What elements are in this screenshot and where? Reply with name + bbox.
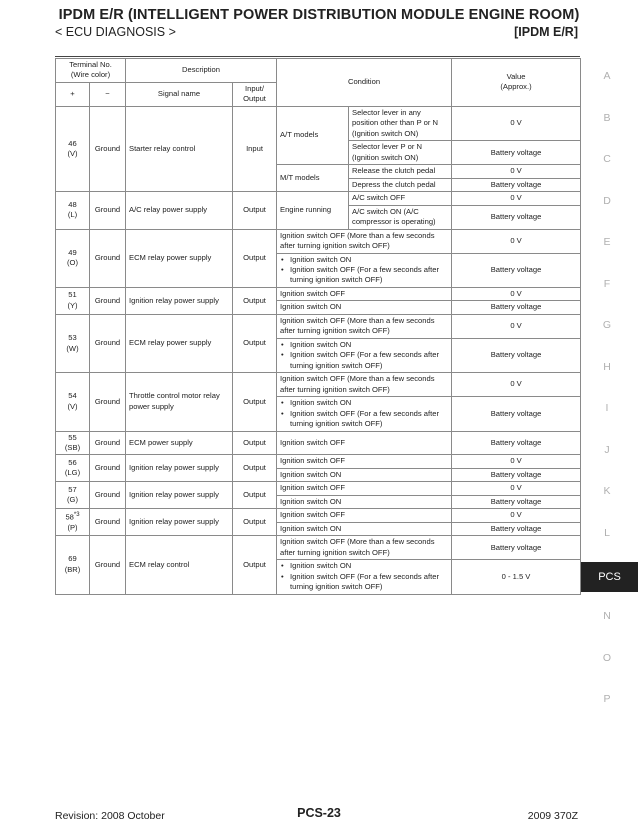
io-cell: Output [233, 455, 277, 482]
condition-group-cell: Engine running [277, 192, 349, 229]
condition-bullets [280, 340, 448, 371]
value-cell: Battery voltage [452, 431, 581, 455]
signal-name-cell: Ignition relay power supply [126, 287, 233, 314]
terminal-number: 58 [65, 512, 74, 522]
header-condition: Condition [277, 59, 452, 107]
header-minus: − [90, 82, 126, 106]
value-cell: Battery voltage [452, 178, 581, 191]
value-cell: Battery voltage [452, 495, 581, 508]
footer-model: 2009 370Z [527, 810, 578, 822]
condition-bullet: • Ignition switch ON [290, 398, 448, 408]
header-wire-color: (Wire color) [70, 70, 111, 80]
condition-bullet: • Ignition switch OFF (For a few seconds after turning ignition switch OFF) [290, 572, 448, 593]
condition-bullet: • Ignition switch OFF (For a few seconds after turning ignition switch OFF) [290, 350, 448, 371]
condition-group-cell: M/T models [277, 165, 349, 192]
side-index-j[interactable]: J [604, 444, 610, 456]
side-index-h[interactable]: H [603, 361, 611, 373]
condition-bullet: • Ignition switch ON [290, 340, 448, 350]
wire-color: (Y) [67, 300, 78, 310]
value-cell: 0 V [452, 482, 581, 495]
side-index-a[interactable]: A [603, 70, 611, 82]
value-cell: Battery voltage [452, 205, 581, 229]
condition-bullets [280, 398, 448, 429]
side-index-p[interactable]: P [603, 693, 611, 705]
signal-name-cell: Throttle control motor relay power supply [126, 373, 233, 431]
table-row [56, 314, 581, 338]
header-input-output: Input/ Output [233, 82, 277, 106]
terminal-cell [56, 106, 90, 191]
terminal-cell [56, 482, 90, 509]
signal-name-cell: A/C relay power supply [126, 192, 233, 229]
condition-cell: Ignition switch OFF (More than a few seconds after turning ignition switch OFF) [277, 314, 452, 338]
value-cell: Battery voltage [452, 253, 581, 287]
value-cell: 0 V [452, 373, 581, 397]
condition-cell: Ignition switch OFF [277, 509, 452, 522]
header-approx-label: (Approx.) [500, 82, 532, 92]
table-row [56, 192, 581, 205]
condition-cell: Ignition switch ON [277, 301, 452, 314]
condition-cell: Ignition switch OFF [277, 431, 452, 455]
value-cell: Battery voltage [452, 338, 581, 372]
side-index-pcs-active[interactable]: PCS [581, 562, 638, 592]
header-signal-name: Signal name [126, 82, 233, 106]
signal-name-cell: Starter relay control [126, 106, 233, 191]
condition-cell [277, 253, 452, 287]
table-row [56, 431, 581, 455]
terminal-number: 51 [68, 290, 77, 300]
condition-cell: Ignition switch OFF (More than a few seconds after turning ignition switch OFF) [277, 229, 452, 253]
footnote-marker: *3 [73, 512, 80, 519]
module-label: [IPDM E/R] [514, 25, 578, 39]
table-row [56, 229, 581, 253]
side-index-n[interactable]: N [603, 610, 611, 622]
terminal-cell [56, 373, 90, 431]
side-index-c[interactable]: C [603, 153, 611, 165]
page-title: IPDM E/R (INTELLIGENT POWER DISTRIBUTION MODULE ENGINE ROOM) [58, 7, 580, 23]
condition-cell: Ignition switch OFF (More than a few seconds after turning ignition switch OFF) [277, 373, 452, 397]
terminal-number: 48 [68, 199, 77, 209]
ground-cell: Ground [90, 229, 126, 287]
condition-bullet: • Ignition switch ON [290, 561, 448, 571]
value-cell: Battery voltage [452, 141, 581, 165]
condition-cell [277, 338, 452, 372]
ground-cell: Ground [90, 192, 126, 229]
side-index-e[interactable]: E [603, 236, 611, 248]
wire-color: (V) [67, 401, 78, 411]
io-cell: Output [233, 314, 277, 372]
terminal-number: 69 [68, 554, 77, 564]
io-cell: Output [233, 373, 277, 431]
side-index-d[interactable]: D [603, 195, 611, 207]
ground-cell: Ground [90, 455, 126, 482]
condition-cell: Ignition switch OFF [277, 455, 452, 468]
value-cell: 0 V [452, 192, 581, 205]
condition-cell: Selector lever in any position other than P or N (Ignition switch ON) [349, 106, 452, 140]
table-row [56, 536, 581, 560]
value-cell: 0 V [452, 509, 581, 522]
wire-color: (V) [67, 149, 78, 159]
terminal-number: 53 [68, 333, 77, 343]
io-cell: Output [233, 229, 277, 287]
io-cell: Input [233, 106, 277, 191]
value-cell: 0 V [452, 314, 581, 338]
value-cell: 0 - 1.5 V [452, 560, 581, 594]
condition-cell: Ignition switch ON [277, 468, 452, 481]
signal-name-cell: Ignition relay power supply [126, 482, 233, 509]
condition-bullet: • Ignition switch ON [290, 255, 448, 265]
header-terminal-no: Terminal No. [69, 60, 112, 69]
table-row [56, 287, 581, 300]
value-cell: Battery voltage [452, 397, 581, 431]
terminal-spec-table [55, 58, 581, 595]
ground-cell: Ground [90, 287, 126, 314]
header-description: Description [126, 59, 277, 83]
terminal-cell [56, 287, 90, 314]
terminal-cell [56, 455, 90, 482]
value-cell: Battery voltage [452, 301, 581, 314]
wire-color: (G) [67, 495, 78, 505]
terminal-number: 57 [68, 484, 77, 494]
table-row [56, 106, 581, 140]
side-index-k[interactable]: K [603, 485, 611, 497]
value-cell: 0 V [452, 455, 581, 468]
terminal-cell [56, 536, 90, 594]
condition-cell: Release the clutch pedal [349, 165, 452, 178]
terminal-number: 55 [68, 432, 77, 442]
condition-cell: Ignition switch ON [277, 495, 452, 508]
terminal-number-line [59, 511, 86, 523]
condition-cell [277, 560, 452, 594]
table-row [56, 509, 581, 522]
ground-cell: Ground [90, 431, 126, 455]
ground-cell: Ground [90, 509, 126, 536]
footer-page-number: PCS-23 [297, 806, 341, 820]
condition-cell: Ignition switch OFF [277, 287, 452, 300]
terminal-cell [56, 509, 90, 536]
terminal-cell [56, 431, 90, 455]
io-cell: Output [233, 431, 277, 455]
terminal-cell [56, 314, 90, 372]
value-cell: 0 V [452, 287, 581, 300]
header-rule [55, 56, 580, 57]
ground-cell: Ground [90, 482, 126, 509]
side-index-f[interactable]: F [603, 278, 611, 290]
condition-bullets [280, 255, 448, 286]
signal-name-cell: ECM relay power supply [126, 314, 233, 372]
io-cell: Output [233, 509, 277, 536]
condition-bullet: • Ignition switch OFF (For a few seconds after turning ignition switch OFF) [290, 409, 448, 430]
condition-cell: Ignition switch OFF [277, 482, 452, 495]
condition-cell [277, 397, 452, 431]
value-cell: Battery voltage [452, 468, 581, 481]
io-cell: Output [233, 536, 277, 594]
wire-color: (W) [66, 343, 79, 353]
condition-cell: Depress the clutch pedal [349, 178, 452, 191]
table-row [56, 482, 581, 495]
condition-cell: A/C switch OFF [349, 192, 452, 205]
condition-bullet: • Ignition switch OFF (For a few seconds after turning ignition switch OFF) [290, 265, 448, 286]
terminal-number: 56 [68, 457, 77, 467]
terminal-number: 54 [68, 391, 77, 401]
table-row [56, 373, 581, 397]
side-index-b[interactable]: B [603, 112, 611, 124]
wire-color: (O) [67, 258, 78, 268]
condition-cell: Selector lever P or N (Ignition switch ON) [349, 141, 452, 165]
wire-color: (BR) [64, 564, 81, 574]
condition-cell: A/C switch ON (A/C compressor is operating) [349, 205, 452, 229]
table-row [56, 455, 581, 468]
value-cell: 0 V [452, 165, 581, 178]
header-value [452, 59, 581, 107]
value-cell: Battery voltage [452, 522, 581, 535]
side-index-o[interactable]: O [602, 652, 612, 664]
terminal-cell [56, 229, 90, 287]
signal-name-cell: ECM relay control [126, 536, 233, 594]
header-terminal [56, 59, 126, 83]
value-cell: 0 V [452, 106, 581, 140]
condition-group-cell: A/T models [277, 106, 349, 164]
condition-cell: Ignition switch OFF (More than a few seconds after turning ignition switch OFF) [277, 536, 452, 560]
ground-cell: Ground [90, 536, 126, 594]
terminal-number: 49 [68, 247, 77, 257]
signal-name-cell: Ignition relay power supply [126, 509, 233, 536]
io-cell: Output [233, 287, 277, 314]
section-label: < ECU DIAGNOSIS > [55, 25, 176, 39]
signal-name-cell: Ignition relay power supply [126, 455, 233, 482]
footer-revision: Revision: 2008 October [55, 810, 165, 822]
wire-color: (LG) [64, 468, 81, 478]
ground-cell: Ground [90, 373, 126, 431]
terminal-number: 46 [68, 138, 77, 148]
condition-cell: Ignition switch ON [277, 522, 452, 535]
signal-name-cell: ECM relay power supply [126, 229, 233, 287]
ground-cell: Ground [90, 106, 126, 191]
side-index-l[interactable]: L [604, 527, 610, 539]
value-cell: 0 V [452, 229, 581, 253]
wire-color: (SB) [64, 443, 81, 452]
side-index-i[interactable]: I [605, 402, 609, 414]
condition-bullets [280, 561, 448, 592]
io-cell: Output [233, 192, 277, 229]
wire-color: (P) [67, 523, 78, 533]
value-cell: Battery voltage [452, 536, 581, 560]
ground-cell: Ground [90, 314, 126, 372]
header-plus: + [56, 82, 90, 106]
io-cell: Output [233, 482, 277, 509]
signal-name-cell: ECM power supply [126, 431, 233, 455]
header-value-label: Value [506, 71, 526, 81]
terminal-cell [56, 192, 90, 229]
side-index-g[interactable]: G [602, 319, 612, 331]
wire-color: (L) [67, 210, 78, 220]
table-header-row [56, 59, 581, 83]
